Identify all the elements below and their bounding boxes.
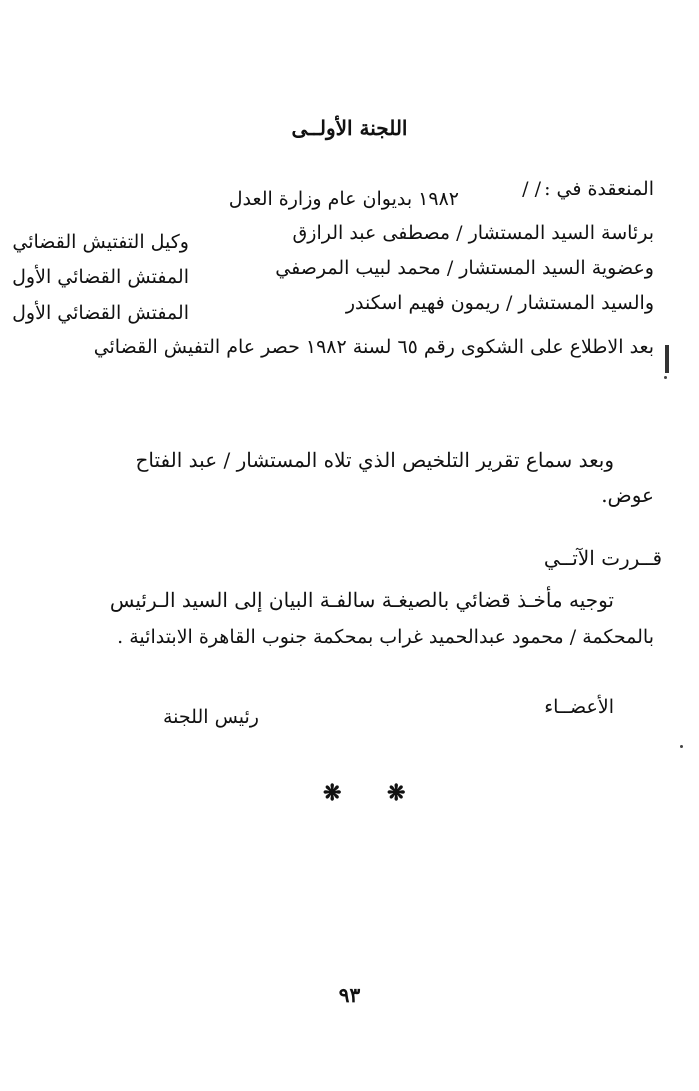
review-line: بعد الاطلاع على الشكوى رقم ٦٥ لسنة ١٩٨٢ حصر عام التفيش القضائي — [93, 336, 654, 358]
page-number: ٩٣ — [338, 983, 361, 1007]
member-second-title: المفتش القضائي الأول — [12, 266, 189, 288]
hearing-line-2: عوض. — [601, 483, 654, 507]
member-third-name: والسيد المستشار / ريمون فهيم اسكندر — [345, 292, 654, 314]
scan-speck — [680, 745, 683, 748]
member-chair-title: وكيل التفتيش القضائي — [12, 231, 189, 253]
member-chair-name: برئاسة السيد المستشار / مصطفى عبد الرازق — [292, 222, 654, 244]
chair-signature-label: رئيس اللجنة — [162, 706, 259, 728]
meeting-held-label: المنعقدة في : — [544, 178, 654, 200]
scan-speck — [664, 376, 667, 379]
meeting-date-slashes: / / — [522, 178, 541, 200]
decision-line-2: بالمحكمة / محمود عبدالحميد غراب بمحكمة جنوب القاهرة الابتدائية . — [117, 626, 654, 648]
ornament-star-icon: ❋ — [387, 780, 406, 806]
decision-heading: قــررت الآتــي — [543, 546, 662, 570]
member-third-title: المفتش القضائي الأول — [12, 302, 189, 324]
members-signature-label: الأعضــاء — [544, 696, 614, 718]
meeting-date-year: ١٩٨٢ بديوان عام وزارة العدل — [228, 188, 459, 210]
committee-title: اللجنة الأولــى — [291, 116, 408, 140]
ornament-star-icon: ❋ — [323, 780, 342, 806]
decision-line-1: توجيه مأخـذ قضائي بالصيغـة سالفـة البيان إلى السيد الـرئيس — [109, 588, 614, 612]
margin-mark — [665, 345, 669, 373]
hearing-line-1: وبعد سماع تقرير التلخيص الذي تلاه المستشار / عبد الفتاح — [135, 448, 614, 472]
member-second-name: وعضوية السيد المستشار / محمد لبيب المرصفي — [275, 257, 654, 279]
